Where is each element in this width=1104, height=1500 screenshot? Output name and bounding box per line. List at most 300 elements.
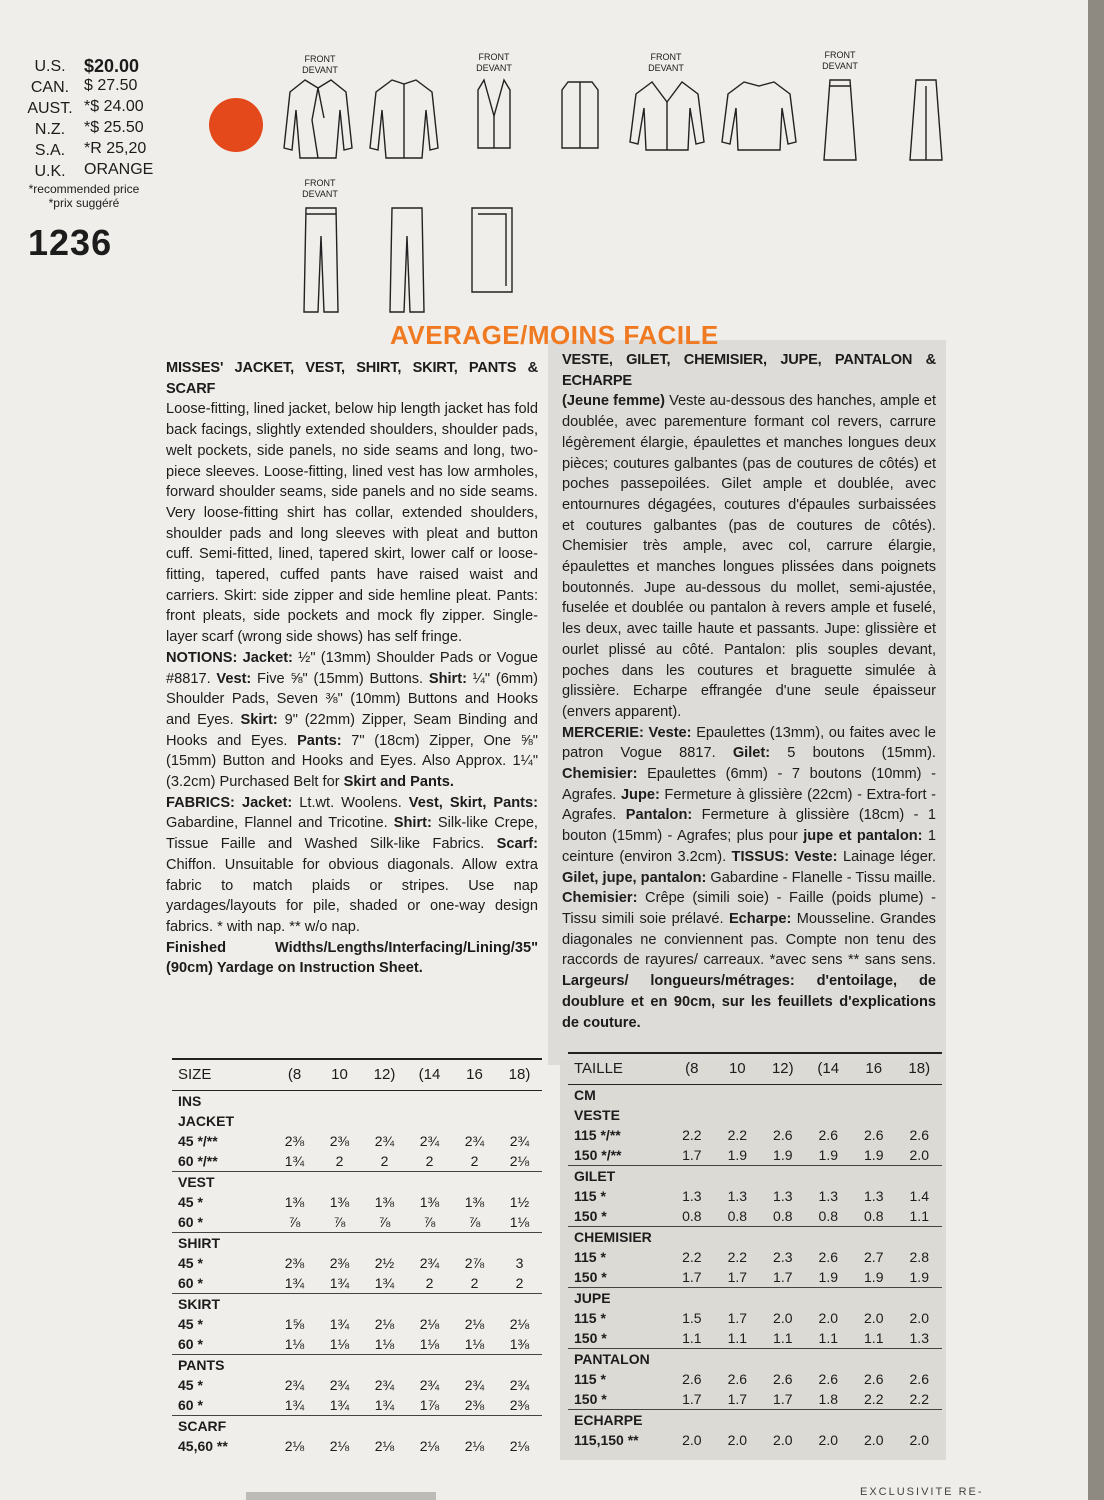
front-label-vest: FRONT DEVANT [476,52,512,73]
garment-name: SKIRT [172,1294,272,1315]
item-text: Silk-like Crepe, Tissue Faille and Washed Silk-like Fabrics. [166,815,538,853]
item-key: Shirt: [393,815,432,832]
size-value: 18) [897,1053,943,1085]
size-value: (14 [407,1059,452,1091]
yardage-value: 2.8 [909,1249,929,1265]
table-row [172,1151,542,1172]
fabric-width: 150 * [574,1208,607,1224]
garment-name: SCARF [172,1416,272,1437]
garment-name: VESTE [574,1107,620,1123]
table-row [172,1436,542,1456]
yardage-value: 2.2 [864,1391,884,1407]
yardage-value: 1¾ [284,1397,305,1413]
yardage-value: 2.0 [909,1147,929,1163]
yardage-value: 2⅛ [509,1316,530,1332]
yardage-value: 2⅜ [464,1397,485,1413]
yardage-value: 1.9 [909,1269,929,1285]
item-key: Veste: [789,848,838,865]
yardage-value: 1¾ [374,1275,395,1291]
table-row [568,1267,942,1288]
item-key: Echarpe: [728,910,792,927]
garment-row [568,1349,942,1370]
fabric-width: 45 * [178,1194,203,1210]
yardage-value: 2.2 [727,1127,748,1143]
yardage-value: 1.1 [773,1330,793,1346]
yardage-value: 2⅜ [284,1255,305,1271]
item-text: Gabardine, Flannel and Tricotine. [166,815,394,832]
yardage-value: 1.7 [682,1269,702,1285]
fabric-width: 115,150 ** [574,1432,639,1448]
table-row [172,1253,542,1273]
yardage-value: 1⅜ [329,1194,350,1210]
item-text: Five ⅝" (15mm) Buttons. [251,670,429,687]
item-key: Skirt: [240,711,278,728]
fabric-width: 60 */** [178,1153,218,1169]
yardage-value: 1⅛ [509,1214,530,1230]
empty-cell [806,1105,851,1125]
notions-list [166,650,538,790]
yardage-value: 1.9 [773,1147,793,1163]
jacket-back-sketch [370,80,438,158]
french-finished-note: Largeurs/ longueurs/métrages: d'entoilage, de doublure et en 90cm, sur les feuillets d'explications de couture. [562,973,936,1031]
empty-cell [760,1085,805,1106]
yardage-value: 1¾ [329,1397,350,1413]
yardage-value: 2.6 [909,1127,929,1143]
fabric-width: 115 * [574,1249,606,1265]
yardage-value: 1.9 [864,1269,884,1285]
table-row [568,1328,942,1349]
front-label-shirt: FRONT DEVANT [648,52,684,73]
yardage-value: 1.8 [818,1391,838,1407]
item-text: Lainage léger. [837,848,937,865]
unit-label: CM [574,1087,596,1103]
tissus-label: TISSUS: [731,848,790,865]
empty-cell [851,1410,896,1431]
yardage-value: 1.1 [909,1208,929,1224]
yardage-value: 0.8 [727,1208,748,1224]
fabric-width: 60 * [178,1336,203,1352]
garment-row [568,1410,942,1431]
yardage-value: 2¾ [419,1377,440,1393]
empty-cell [760,1410,805,1431]
french-description [562,350,936,1033]
yardage-value: 2.6 [818,1249,838,1265]
empty-cell [669,1166,714,1187]
price-value: *$ 25.50 [84,119,144,136]
front-label-jacket: FRONT DEVANT [302,54,338,75]
shirt-back-sketch [722,82,796,150]
item-text: ¼" (6mm) Shoulder Pads, Seven ⅜" (10mm) Buttons and Hooks and Eyes. [166,670,538,728]
fabric-width: 150 * [574,1330,607,1346]
yardage-value: 1⅛ [419,1336,440,1352]
fabric-width: 150 * [574,1269,607,1285]
french-subhead: (Jeune femme) [562,393,666,410]
garment-row [172,1111,542,1131]
shirt-front-sketch [630,82,704,150]
empty-cell [317,1355,362,1376]
item-key: Pants: [297,732,342,749]
table-row [172,1192,542,1212]
yardage-value: 1.1 [727,1330,748,1346]
empty-cell [317,1294,362,1315]
yardage-value: 0.8 [864,1208,884,1224]
yardage-value: 1.7 [727,1391,748,1407]
item-text: Epaulettes (6mm) - 7 boutons (10mm) - Agrafes. [562,766,936,803]
table-row [172,1314,542,1334]
yardage-value: 1.9 [818,1147,838,1163]
yardage-value: 2⅞ [464,1255,485,1271]
empty-cell [362,1355,407,1376]
yardage-value: 2 [425,1275,434,1291]
empty-cell [452,1172,497,1193]
empty-cell [806,1410,851,1431]
item-text: Mousseline. Grandes diagonales ne conviennent pas. Compte non tenu des raccords de rayures/ carreaux. *avec sens ** sans sens. [562,910,936,969]
yardage-value: 2⅛ [464,1316,485,1332]
fabric-width: 45 * [178,1377,203,1393]
yardage-value: 1.4 [909,1188,929,1204]
garment-name: PANTS [172,1355,272,1376]
empty-cell [362,1172,407,1193]
yardage-value: 1.1 [682,1330,702,1346]
empty-cell [407,1111,452,1131]
item-text: Gabardine - Flanelle - Tissu maille. [706,869,936,886]
yardage-value: 1.3 [864,1188,884,1204]
yardage-value: 2.0 [818,1310,838,1326]
empty-cell [362,1233,407,1254]
empty-cell [407,1416,452,1437]
empty-cell [760,1349,805,1370]
empty-cell [851,1349,896,1370]
empty-cell [851,1227,896,1248]
item-key: Vest, Skirt, Pants: [408,794,538,811]
empty-cell [897,1349,943,1370]
size-value: 10 [715,1053,760,1085]
yardage-value: 1⅜ [464,1194,485,1210]
empty-cell [760,1166,805,1187]
item-key: jupe et pantalon: [803,828,923,845]
empty-cell [669,1410,714,1431]
item-text: Lt.wt. Woolens. [292,794,409,811]
fabrics-list [166,795,538,935]
yardage-value: 2.2 [682,1127,702,1143]
table-row [568,1308,942,1328]
footer-text: EXCLUSIVITE RE- [860,1486,984,1498]
empty-cell [362,1111,407,1131]
item-text: Epaulettes (13mm), ou faites avec le patron Vogue 8817. [562,724,936,762]
item-text: Crêpe (simili soie) - Faille (poids plume) - Tissu simili soie prélavé. [562,890,936,927]
yardage-table [172,1058,542,1456]
garment-row [568,1105,942,1125]
empty-cell [806,1288,851,1309]
table-row [568,1206,942,1227]
yardage-table-english [172,1058,542,1456]
yardage-value: 1⅜ [374,1194,395,1210]
yardage-value: 1.9 [864,1147,884,1163]
pants-front-sketch [304,208,338,312]
english-description [166,358,538,979]
yardage-value: 1.3 [682,1188,702,1204]
garment-line-drawings [0,0,1088,330]
yardage-value: 2⅜ [284,1133,305,1149]
table-row [172,1375,542,1395]
yardage-value: 1.5 [682,1310,702,1326]
empty-cell [851,1288,896,1309]
french-heading: VESTE, GILET, CHEMISIER, JUPE, PANTALON & ECHARPE [562,352,936,389]
english-body: Loose-fitting, lined jacket, below hip length jacket has fold back facings, slightly extended shoulders, shoulder pads, welt pockets, side panels, no side seams and long, two-piece sleeves. Loose-fitting, lined vest has low armholes, forward shoulder seams, side panels and no side seams. Very loose-fitting shirt has collar, extended shoulders, shoulder pads and long sleeves with pleat and button cuff. Semi-fitted, lined, tapered skirt, lower calf or loose-fitting, tapered, cuffed pants have raised waist and carriers. Skirt: side zipper and side hemline pleat. Pants: front pleats, side pockets and mock fly zipper. Single-layer scarf (wrong side shows) has self fringe. [166,401,538,646]
empty-cell [669,1085,714,1106]
yardage-value: 2.0 [773,1310,793,1326]
yardage-value: ⅞ [423,1214,436,1230]
empty-cell [851,1085,896,1106]
yardage-value: 1.7 [773,1269,793,1285]
item-key: Gilet, jupe, pantalon: [562,869,707,886]
empty-cell [715,1410,760,1431]
empty-cell [272,1294,317,1315]
yardage-value: 2.0 [818,1432,838,1448]
empty-cell [669,1227,714,1248]
yardage-value: ⅞ [333,1214,346,1230]
skirt-front-sketch [824,80,856,160]
yardage-table [568,1052,942,1450]
empty-cell [317,1416,362,1437]
empty-cell [317,1233,362,1254]
pants-back-sketch [390,208,424,312]
empty-cell [806,1085,851,1106]
yardage-table-french [568,1052,942,1450]
empty-cell [272,1355,317,1376]
yardage-value: 2¾ [374,1133,395,1149]
yardage-value: 2.0 [773,1432,793,1448]
empty-cell [317,1111,362,1131]
yardage-value: 2.0 [909,1432,929,1448]
empty-cell [715,1288,760,1309]
yardage-value: 2¾ [329,1377,350,1393]
empty-cell [317,1172,362,1193]
yardage-value: 2⅛ [374,1316,395,1332]
table-row [568,1389,942,1410]
item-key: Jupe: [620,786,660,803]
fabric-width: 150 */** [574,1147,622,1163]
yardage-value: 2.7 [864,1249,884,1265]
yardage-value: 0.8 [818,1208,838,1224]
item-key: Gilet: [732,745,771,762]
yardage-value: 2.6 [818,1371,838,1387]
fabric-width: 60 * [178,1397,203,1413]
yardage-value: 2 [425,1153,434,1169]
price-value: *R 25,20 [84,140,147,157]
empty-cell [760,1105,805,1125]
fabric-width: 150 * [574,1391,607,1407]
yardage-value: 0.8 [682,1208,702,1224]
yardage-value: 1.7 [682,1147,702,1163]
mercerie-list [562,725,936,865]
yardage-value: 1.1 [864,1330,884,1346]
yardage-value: 2⅜ [329,1255,350,1271]
fabric-width: 115 * [574,1188,606,1204]
yardage-value: 0.8 [773,1208,793,1224]
empty-cell [452,1294,497,1315]
yardage-value: 1⅛ [374,1336,395,1352]
yardage-value: 2⅛ [374,1438,395,1454]
garment-row [568,1288,942,1309]
item-key: Scarf: [496,836,538,853]
yardage-value: 2¾ [509,1377,530,1393]
empty-cell [897,1288,943,1309]
yardage-value: 2¾ [464,1377,485,1393]
size-value: (14 [806,1053,851,1085]
item-key: Chemisier: [562,766,638,783]
empty-cell [452,1233,497,1254]
empty-cell [897,1166,943,1187]
yardage-value: 2½ [374,1255,395,1271]
yardage-value: 2.6 [727,1371,748,1387]
yardage-value: 1½ [509,1194,530,1210]
yardage-value: 2⅛ [419,1316,440,1332]
empty-cell [806,1227,851,1248]
yardage-value: 1.9 [727,1147,748,1163]
yardage-value: 1¾ [374,1397,395,1413]
empty-cell [497,1233,542,1254]
empty-cell [452,1416,497,1437]
empty-cell [452,1355,497,1376]
price-region: U.K. [34,163,66,180]
difficulty-label: AVERAGE/MOINS FACILE [390,320,719,350]
vest-back-sketch [562,82,598,148]
empty-cell [897,1227,943,1248]
empty-cell [497,1111,542,1131]
finished-note: Finished Widths/Lengths/Interfacing/Lining/35" (90cm) Yardage on Instruction Sheet. [166,939,538,977]
item-text: Fermeture à glissière (18cm) - 1 bouton (15mm) - Agrafes; plus pour [562,807,937,845]
yardage-value: 2 [470,1275,479,1291]
yardage-value: 2¾ [419,1255,440,1271]
fabrics-label: FABRICS: [166,794,235,811]
yardage-value: 1.3 [818,1188,838,1204]
empty-cell [851,1105,896,1125]
yardage-value: 1.7 [727,1310,748,1326]
yardage-value: 2.6 [909,1371,929,1387]
item-text: 9" (22mm) Zipper, Seam Binding and Hooks and Eyes. [166,711,538,749]
garment-name: JUPE [568,1288,669,1309]
empty-cell [715,1085,760,1106]
empty-cell [760,1288,805,1309]
yardage-value: 1.3 [909,1330,929,1346]
empty-cell [715,1105,760,1125]
empty-cell [407,1355,452,1376]
garment-row [568,1227,942,1248]
empty-cell [497,1294,542,1315]
empty-cell [272,1091,317,1112]
yardage-value: 2¾ [284,1377,305,1393]
fabric-width: 60 * [178,1275,203,1291]
empty-cell [407,1091,452,1112]
garment-name: JACKET [178,1113,235,1129]
empty-cell [497,1355,542,1376]
empty-cell [806,1166,851,1187]
yardage-value: 2¾ [419,1133,440,1149]
size-header-row [568,1053,942,1085]
item-text: Fermeture à glissière (22cm) - Extra-fort - Agrafes. [562,786,936,824]
garment-row [172,1233,542,1254]
price-note: *recommended price [28,182,140,196]
envelope-tab [246,1492,436,1500]
fabric-width: 45,60 ** [178,1438,228,1454]
garment-row [172,1355,542,1376]
size-label: SIZE [172,1059,272,1091]
yardage-value: 2.0 [682,1432,702,1448]
yardage-value: 1¾ [284,1275,305,1291]
yardage-value: 1⅞ [419,1397,440,1413]
french-body: Veste au-dessous des hanches, ample et doublée, avec parementure formant col revers, carrure légèrement élargie, épaulettes et manches longues deux pièces; coutures galbantes (pas de coutures de côtés) et poches passepoilées. Gilet ample et doublée, avec entournures dégagées, coutures d'épaules surbaissées et coutures galbantes (pas de coutures de côtés). Chemisier très ample, avec col, carrure élargie, épaulettes et manches longues plissées dans poignets boutonnés. Jupe au-dessous du mollet, semi-ajustée, fuselée et doublée ou pantalon à revers ample et fuselé, les deux, avec taille haute et passants. Jupe: glissière et ourlet plissé au côté. Pantalon: plis souples devant, poches dans les coutures et braguette simulée à glissière. Echarpe effrangée d'une seule épaisseur (envers apparent). [562,393,937,720]
yardage-value: 1⅛ [329,1336,350,1352]
fabric-width: 45 * [178,1255,203,1271]
fabric-width: 115 * [574,1371,606,1387]
yardage-value: 2⅛ [509,1438,530,1454]
yardage-value: 2.6 [682,1371,702,1387]
yardage-value: 2.6 [864,1371,884,1387]
unit-label: INS [178,1093,202,1109]
table-row [172,1212,542,1233]
yardage-value: 2 [515,1275,524,1291]
price-region: U.S. [34,58,66,75]
yardage-value: 2⅛ [464,1438,485,1454]
size-header-row [172,1059,542,1091]
scarf-sketch [472,208,512,292]
empty-cell [497,1172,542,1193]
empty-cell [715,1349,760,1370]
yardage-value: 1.9 [818,1269,838,1285]
yardage-value: 2.6 [864,1127,884,1143]
notions-end: Skirt and Pants. [343,774,454,791]
yardage-value: 2.0 [864,1310,884,1326]
yardage-value: 2⅜ [509,1397,530,1413]
empty-cell [806,1349,851,1370]
unit-row [568,1085,942,1106]
yardage-value: 2.3 [773,1249,793,1265]
price-note: *prix suggéré [48,196,120,210]
table-row [172,1131,542,1151]
yardage-value: 2⅛ [284,1438,305,1454]
yardage-value: 1.7 [773,1391,793,1407]
yardage-value: 2 [335,1153,344,1169]
item-key: Chemisier: [562,890,638,907]
empty-cell [407,1233,452,1254]
yardage-value: 2.0 [727,1432,748,1448]
notions-label: NOTIONS: [166,649,238,666]
yardage-value: 2⅛ [509,1153,530,1169]
yardage-value: 3 [515,1255,524,1271]
garment-name: PANTALON [568,1349,669,1370]
garment-row [172,1416,542,1437]
yardage-value: 2.6 [773,1127,793,1143]
size-value: 12) [362,1059,407,1091]
item-text: Chiffon. Unsuitable for obvious diagonals. Allow extra fabric to match plaids or stripes. Use nap yardages/layouts for pile, shaded or one-way design fabrics. * with nap. ** w/o nap. [166,856,538,935]
empty-cell [317,1091,362,1112]
empty-cell [497,1416,542,1437]
item-key: Veste: [643,724,692,741]
size-value: 12) [760,1053,805,1085]
empty-cell [272,1111,317,1131]
yardage-value: ⅞ [288,1214,301,1230]
item-key: Shirt: [428,670,467,687]
size-value: 10 [317,1059,362,1091]
table-row [568,1186,942,1206]
item-text: 7" (18cm) Zipper, One ⅝" (15mm) Button and Hooks and Eyes. Also Approx. 1¼" (3.2cm) Purchased Belt for [166,732,538,791]
vest-front-sketch [478,80,510,148]
yardage-value: 1¾ [284,1153,305,1169]
yardage-value: 2¾ [464,1133,485,1149]
yardage-value: 1⅜ [284,1194,305,1210]
yardage-value: 2⅜ [329,1133,350,1149]
